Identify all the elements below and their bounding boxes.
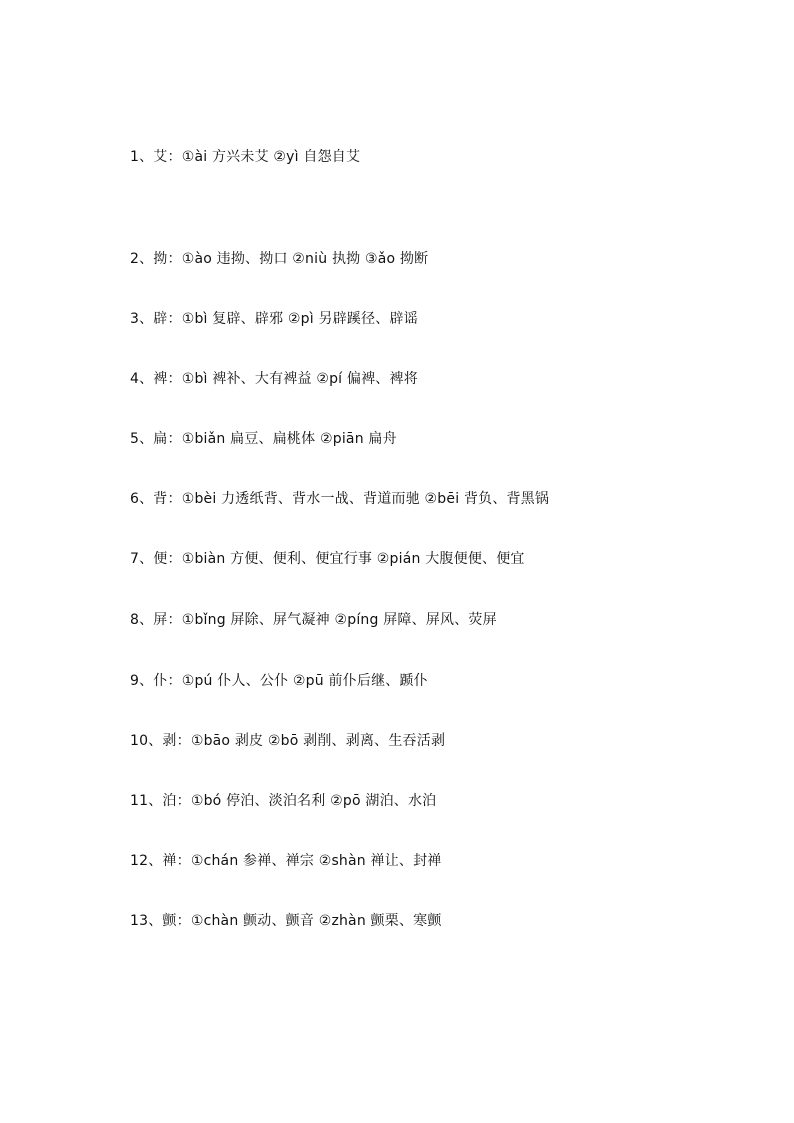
entry-7: 7、便：①biàn 方便、便利、便宜行事 ②pián 大腹便便、便宜 [130,551,525,567]
entry-8: 8、屏：①bǐng 屏除、屏气凝神 ②píng 屏障、屏风、荧屏 [130,612,497,628]
entry-11: 11、泊：①bó 停泊、淡泊名利 ②pō 湖泊、水泊 [130,793,437,809]
entry-3: 3、辟：①bì 复辟、辟邪 ②pì 另辟蹊径、辟谣 [130,311,418,327]
entry-2: 2、拗：①ào 违拗、拗口 ②niù 执拗 ③ǎo 拗断 [130,251,429,267]
entry-5: 5、扁：①biǎn 扁豆、扁桃体 ②piān 扁舟 [130,431,397,447]
entry-10: 10、剥：①bāo 剥皮 ②bō 剥削、剥离、生吞活剥 [130,733,446,749]
entry-13: 13、颤：①chàn 颤动、颤音 ②zhàn 颤栗、寒颤 [130,913,442,929]
entry-1: 1、艾：①ài 方兴未艾 ②yì 自怨自艾 [130,149,361,165]
entry-6: 6、背：①bèi 力透纸背、背水一战、背道而驰 ②bēi 背负、背黑锅 [130,491,550,507]
entry-12: 12、禅：①chán 参禅、禅宗 ②shàn 禅让、封禅 [130,853,442,869]
entry-4: 4、裨：①bì 裨补、大有裨益 ②pí 偏裨、裨将 [130,371,418,387]
entry-9: 9、仆：①pú 仆人、公仆 ②pū 前仆后继、踬仆 [130,673,428,689]
